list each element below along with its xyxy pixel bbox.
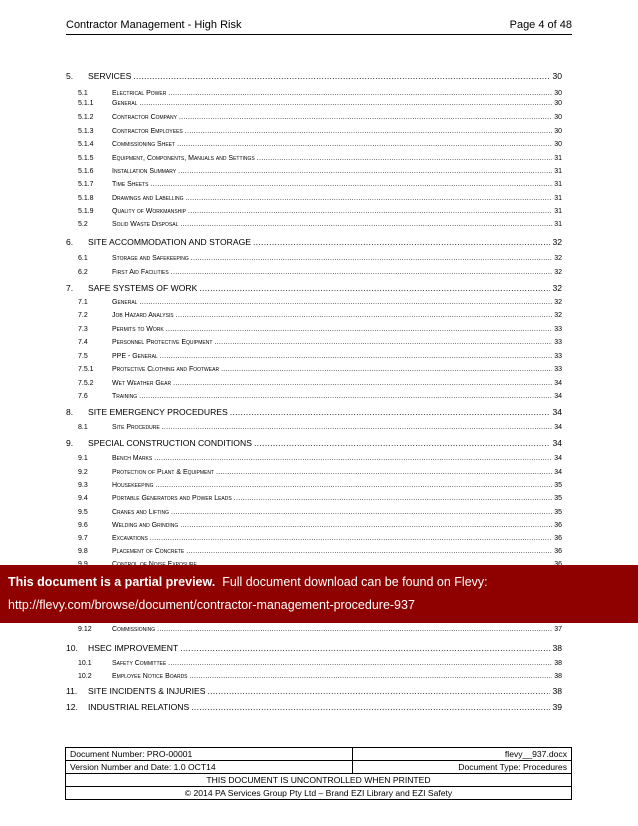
toc-entry-number: 7.3: [78, 326, 88, 333]
toc-entry-number: 5.1.6: [78, 168, 94, 175]
toc-entry-number: 7.1: [78, 299, 88, 306]
toc-entry-page: 38: [552, 643, 562, 653]
toc-entry-title: First Aid Facilities: [112, 269, 169, 276]
toc-entry-page: 33: [554, 339, 562, 346]
toc-leader-dots: [178, 168, 552, 175]
toc-entry-page: 32: [554, 269, 562, 276]
toc-entry-page: 30: [554, 128, 562, 135]
toc-leader-dots: [177, 141, 552, 148]
toc-entry-page: 34: [552, 407, 562, 417]
copyright-notice: © 2014 PA Services Group Pty Ltd – Brand EZI Library and EZI Safety: [66, 787, 572, 800]
toc-leader-dots: [216, 469, 552, 476]
toc-entry-title: Drawings and Labelling: [112, 195, 184, 202]
toc-leader-dots: [234, 495, 552, 502]
toc-entry-title: Housekeeping: [112, 482, 154, 489]
toc-entry-title: Commissioning: [112, 626, 156, 633]
toc-entry-title: Protection of Plant & Equipment: [112, 469, 215, 476]
document-footer: [65, 747, 572, 800]
toc-entry-number: 7.4: [78, 339, 88, 346]
toc-entry[interactable]: [66, 269, 562, 276]
toc-entry-title: PPE - General: [112, 353, 158, 360]
uncontrolled-notice: THIS DOCUMENT IS UNCONTROLLED WHEN PRINTED: [66, 774, 572, 787]
toc-entry[interactable]: [66, 366, 562, 373]
toc-entry-page: 32: [552, 237, 562, 247]
toc-entry[interactable]: [66, 509, 562, 516]
toc-entry-page: 39: [552, 702, 562, 712]
toc-entry[interactable]: [66, 155, 562, 162]
toc-entry[interactable]: [66, 660, 562, 667]
toc-leader-dots: [191, 255, 552, 262]
toc-entry-title: Contractor Employees: [112, 128, 183, 135]
toc-leader-dots: [150, 181, 552, 188]
toc-leader-dots: [180, 221, 552, 228]
toc-entry-page: 33: [554, 326, 562, 333]
toc-entry-page: 37: [554, 626, 562, 633]
file-name: flevy__937.docx: [353, 748, 572, 761]
toc-entry-title: Personnel Protective Equipment: [112, 339, 213, 346]
toc-entry-number: 7.5.1: [78, 366, 94, 373]
toc-leader-dots: [155, 482, 552, 489]
toc-entry-title: Placement of Concrete: [112, 548, 185, 555]
toc-leader-dots: [180, 522, 552, 529]
toc-entry-page: 34: [554, 424, 562, 431]
toc-entry-title: Contractor Company: [112, 114, 177, 121]
toc-leader-dots: [166, 326, 552, 333]
toc-leader-dots: [253, 237, 550, 247]
toc-leader-dots: [139, 299, 552, 306]
toc-entry-page: 35: [554, 495, 562, 502]
toc-entry-page: 35: [554, 509, 562, 516]
toc-entry-number: 12.: [66, 702, 78, 712]
toc-entry[interactable]: [66, 168, 562, 175]
toc-entry-number: 8.: [66, 407, 74, 417]
toc-leader-dots: [139, 393, 552, 400]
toc-entry-page: 32: [554, 299, 562, 306]
toc-entry[interactable]: [66, 71, 562, 81]
download-link[interactable]: http://flevy.com/browse/document/contractor-management-procedure-937: [8, 598, 415, 612]
toc-entry[interactable]: [66, 195, 562, 202]
toc-entry-page: 32: [552, 283, 562, 293]
toc-entry-number: 6.2: [78, 269, 88, 276]
toc-leader-dots: [188, 208, 552, 215]
toc-entry-number: 7.: [66, 283, 74, 293]
toc-entry-number: 9.12: [78, 626, 92, 633]
toc-entry[interactable]: [66, 522, 562, 529]
toc-entry-number: 10.1: [78, 660, 92, 667]
toc-entry[interactable]: [66, 495, 562, 502]
toc-entry[interactable]: [66, 626, 562, 633]
toc-entry-title: Welding and Grinding: [112, 522, 179, 529]
toc-entry-title: Quality of Workmanship: [112, 208, 187, 215]
toc-entry-title: Employee Notice Boards: [112, 673, 188, 680]
toc-entry-page: 33: [554, 366, 562, 373]
toc-entry-title: Protective Clothing and Footwear: [112, 366, 220, 373]
toc-leader-dots: [254, 438, 551, 448]
toc-entry[interactable]: [66, 353, 562, 360]
toc-entry[interactable]: [66, 221, 562, 228]
toc-entry-title: Solid Waste Disposal: [112, 221, 179, 228]
toc-leader-dots: [207, 686, 550, 696]
toc-entry[interactable]: [66, 380, 562, 387]
toc-entry-page: 35: [554, 482, 562, 489]
toc-entry-number: 9.4: [78, 495, 88, 502]
toc-entry-number: 10.: [66, 643, 78, 653]
toc-entry-number: 9.8: [78, 548, 88, 555]
toc-entry[interactable]: [66, 548, 562, 555]
toc-entry-number: 5.1.1: [78, 100, 94, 107]
toc-entry-number: 7.6: [78, 393, 88, 400]
toc-entry[interactable]: [66, 255, 562, 262]
toc-entry-title: Time Sheets: [112, 181, 149, 188]
toc-entry-number: 9.7: [78, 535, 88, 542]
toc-leader-dots: [139, 100, 552, 107]
toc-leader-dots: [176, 312, 553, 319]
toc-entry-number: 7.5: [78, 353, 88, 360]
document-title: Contractor Management - High Risk: [66, 19, 242, 31]
toc-entry[interactable]: [66, 455, 562, 462]
toc-entry-number: 5.1.9: [78, 208, 94, 215]
toc-entry-title: Equipment, Components, Manuals and Settings: [112, 155, 255, 162]
toc-entry[interactable]: [66, 673, 562, 680]
version-number: Version Number and Date: 1.0 OCT14: [66, 761, 353, 774]
toc-leader-dots: [168, 660, 552, 667]
toc-entry[interactable]: [66, 283, 562, 293]
toc-entry-page: 34: [554, 455, 562, 462]
toc-entry-number: 5.1: [78, 90, 88, 97]
toc-entry-page: 32: [554, 255, 562, 262]
toc-entry-page: 31: [554, 208, 562, 215]
toc-entry-title: SITE INCIDENTS & INJURIES: [88, 686, 206, 696]
toc-entry-page: 34: [554, 393, 562, 400]
toc-entry[interactable]: [66, 114, 562, 121]
toc-entry[interactable]: [66, 393, 562, 400]
toc-entry[interactable]: [66, 90, 562, 97]
toc-entry-number: 7.5.2: [78, 380, 94, 387]
toc-entry-title: Installation Summary: [112, 168, 177, 175]
toc-entry-title: SITE ACCOMMODATION AND STORAGE: [88, 237, 251, 247]
toc-entry-number: 6.: [66, 237, 74, 247]
preview-notice: [8, 575, 488, 589]
toc-leader-dots: [185, 128, 552, 135]
toc-entry-number: 8.1: [78, 424, 88, 431]
toc-entry-number: 5.1.7: [78, 181, 94, 188]
toc-entry[interactable]: [66, 438, 562, 448]
toc-entry-number: 9.2: [78, 469, 88, 476]
toc-entry[interactable]: [66, 299, 562, 306]
toc-entry-page: 31: [554, 181, 562, 188]
toc-entry[interactable]: [66, 326, 562, 333]
toc-entry[interactable]: [66, 407, 562, 417]
toc-entry-title: Permits to Work: [112, 326, 164, 333]
toc-entry[interactable]: [66, 312, 562, 319]
toc-entry-title: General: [112, 299, 138, 306]
toc-entry-title: Training: [112, 393, 138, 400]
toc-leader-dots: [171, 269, 552, 276]
toc-entry-page: 30: [552, 71, 562, 81]
toc-entry-title: SAFE SYSTEMS OF WORK: [88, 283, 198, 293]
toc-leader-dots: [214, 339, 552, 346]
toc-entry-title: Site Procedure: [112, 424, 160, 431]
toc-entry-number: 10.2: [78, 673, 92, 680]
toc-leader-dots: [173, 380, 552, 387]
toc-entry-title: Portable Generators and Power Leads: [112, 495, 232, 502]
toc-leader-dots: [150, 535, 552, 542]
toc-entry[interactable]: [66, 128, 562, 135]
toc-leader-dots: [157, 626, 552, 633]
toc-entry-title: SPECIAL CONSTRUCTION CONDITIONS: [88, 438, 252, 448]
toc-leader-dots: [168, 90, 552, 97]
toc-leader-dots: [190, 673, 553, 680]
toc-entry-title: Electrical Power: [112, 90, 167, 97]
toc-entry[interactable]: [66, 702, 562, 712]
toc-entry-number: 5.2: [78, 221, 88, 228]
page-number: Page 4 of 48: [509, 19, 572, 31]
toc-entry-page: 33: [554, 353, 562, 360]
toc-entry[interactable]: [66, 237, 562, 247]
toc-entry[interactable]: [66, 181, 562, 188]
toc-entry-number: 5.1.2: [78, 114, 94, 121]
toc-entry[interactable]: [66, 535, 562, 542]
toc-entry-title: Commissioning Sheet: [112, 141, 176, 148]
toc-entry-title: General: [112, 100, 138, 107]
page-header: [66, 18, 572, 35]
toc-entry-page: 36: [554, 535, 562, 542]
toc-leader-dots: [162, 424, 553, 431]
toc-entry-number: 7.2: [78, 312, 88, 319]
toc-entry-number: 9.: [66, 438, 74, 448]
toc-entry-page: 38: [552, 686, 562, 696]
toc-entry[interactable]: [66, 686, 562, 696]
toc-entry-number: 5.1.5: [78, 155, 94, 162]
toc-entry-title: HSEC IMPROVEMENT: [88, 643, 179, 653]
toc-entry[interactable]: [66, 643, 562, 653]
toc-entry-number: 5.1.4: [78, 141, 94, 148]
toc-entry-page: 34: [554, 469, 562, 476]
toc-leader-dots: [171, 509, 552, 516]
toc-entry-title: Storage and Safekeeping: [112, 255, 189, 262]
toc-entry-number: 9.6: [78, 522, 88, 529]
toc-entry-page: 30: [554, 141, 562, 148]
toc-entry-title: Bench Marks: [112, 455, 153, 462]
toc-leader-dots: [154, 455, 552, 462]
toc-entry-title: Excavations: [112, 535, 148, 542]
toc-entry-number: 11.: [66, 686, 78, 696]
toc-entry-number: 5.: [66, 71, 74, 81]
toc-entry-page: 31: [554, 221, 562, 228]
toc-entry-page: 30: [554, 114, 562, 121]
toc-entry-page: 32: [554, 312, 562, 319]
toc-leader-dots: [180, 643, 550, 653]
toc-entry-page: 31: [554, 195, 562, 202]
toc-entry-page: 34: [554, 380, 562, 387]
toc-leader-dots: [179, 114, 552, 121]
toc-entry-title: Cranes and Lifting: [112, 509, 170, 516]
toc-entry[interactable]: [66, 482, 562, 489]
document-number: Document Number: PRO-00001: [66, 748, 353, 761]
toc-entry[interactable]: [66, 469, 562, 476]
toc-entry[interactable]: [66, 208, 562, 215]
toc-entry-page: 36: [554, 548, 562, 555]
toc-entry[interactable]: [66, 339, 562, 346]
toc-entry-title: INDUSTRIAL RELATIONS: [88, 702, 190, 712]
toc-leader-dots: [257, 155, 552, 162]
toc-leader-dots: [230, 407, 551, 417]
toc-entry[interactable]: [66, 424, 562, 431]
toc-leader-dots: [186, 195, 553, 202]
toc-leader-dots: [191, 702, 550, 712]
toc-entry-number: 5.1.8: [78, 195, 94, 202]
toc-entry-number: 6.1: [78, 255, 88, 262]
toc-leader-dots: [186, 548, 552, 555]
toc-entry-page: 30: [554, 90, 562, 97]
toc-leader-dots: [133, 71, 550, 81]
toc-leader-dots: [199, 283, 550, 293]
toc-entry[interactable]: [66, 141, 562, 148]
toc-entry-page: 31: [554, 168, 562, 175]
toc-entry-page: 38: [554, 660, 562, 667]
document-type: Document Type: Procedures: [353, 761, 572, 774]
toc-entry-title: Wet Weather Gear: [112, 380, 172, 387]
toc-entry-page: 36: [554, 522, 562, 529]
toc-entry-number: 9.3: [78, 482, 88, 489]
toc-entry-page: 34: [552, 438, 562, 448]
toc-entry-title: Job Hazard Analysis: [112, 312, 174, 319]
toc-entry-title: Safety Committee: [112, 660, 167, 667]
toc-entry-number: 9.5: [78, 509, 88, 516]
toc-entry-page: 38: [554, 673, 562, 680]
preview-notice-text: Full document download can be found on Flevy:: [222, 575, 488, 589]
toc-entry[interactable]: [66, 100, 562, 107]
toc-entry-title: SITE EMERGENCY PROCEDURES: [88, 407, 228, 417]
toc-entry-number: 9.1: [78, 455, 88, 462]
toc-entry-page: 31: [554, 155, 562, 162]
toc-entry-title: SERVICES: [88, 71, 132, 81]
toc-entry-number: 5.1.3: [78, 128, 94, 135]
preview-banner: [0, 565, 638, 623]
preview-notice-bold: This document is a partial preview.: [8, 575, 216, 589]
toc-entry-page: 30: [554, 100, 562, 107]
toc-leader-dots: [160, 353, 553, 360]
toc-leader-dots: [221, 366, 552, 373]
